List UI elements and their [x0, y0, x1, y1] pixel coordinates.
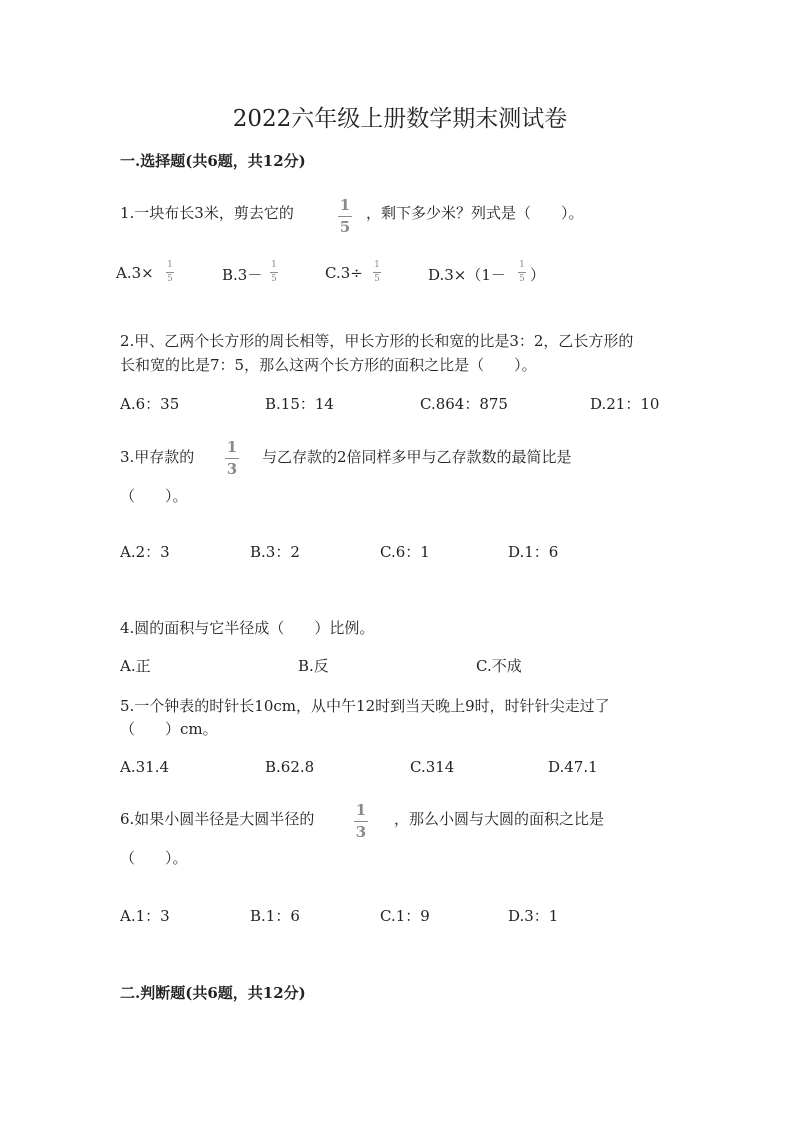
page-title: 2022六年级上册数学期末测试卷 [232, 106, 568, 132]
question-5-option-c[interactable]: C.314 [410, 758, 455, 776]
question-5-line-1: 5.一个钟表的时针长10cm，从中午12时到当天晚上9时，时针针尖走过了 [120, 697, 610, 715]
question-1-option-b[interactable] [222, 264, 262, 285]
question-1-option-d[interactable] [428, 264, 506, 285]
question-1-option-a[interactable] [116, 264, 154, 282]
fraction-denominator: 3 [226, 460, 238, 478]
question-5-option-b[interactable]: B.62.8 [265, 758, 315, 776]
question-6-option-c[interactable]: C.1：9 [380, 907, 430, 925]
fraction-numerator: 1 [355, 801, 367, 819]
question-6-option-d[interactable]: D.3：1 [508, 907, 559, 925]
question-3-line-2: （ ）。 [120, 487, 188, 505]
option-d-close-paren: ） [530, 266, 546, 284]
fraction-bar [373, 272, 381, 273]
question-3-text-start: 3.甲存款的 [120, 448, 195, 466]
question-4-text: 4.圆的面积与它半径成（ ）比例。 [120, 619, 375, 637]
fraction-denominator: 5 [374, 274, 380, 284]
question-2-line-1: 2.甲、乙两个长方形的周长相等，甲长方形的长和宽的比是3：2，乙长方形的 [120, 332, 634, 350]
question-1-text-start: 1.一块布长3米，剪去它的 [120, 204, 294, 222]
fraction-numerator: 1 [167, 260, 173, 270]
question-2-option-c[interactable]: C.864：875 [420, 395, 508, 413]
option-label: A.3× [116, 264, 154, 282]
question-6-text-end: ，那么小圆与大圆的面积之比是 [394, 810, 605, 828]
question-6-option-a[interactable]: A.1：3 [120, 907, 170, 925]
question-2-option-d[interactable]: D.21：10 [590, 395, 660, 413]
fraction-bar [225, 458, 239, 459]
question-5-option-a[interactable]: A.31.4 [120, 758, 169, 776]
question-6-fraction [354, 803, 368, 840]
fraction-bar [354, 821, 368, 822]
question-2-option-b[interactable]: B.15：14 [265, 395, 334, 413]
question-1-fraction [338, 198, 352, 235]
option-label: C.3÷ [325, 264, 363, 282]
section-heading-true-false: 二.判断题(共6题，共12分) [120, 984, 306, 1002]
option-label: D.3×（1－ [428, 266, 506, 284]
fraction-bar [518, 272, 526, 273]
question-3-fraction [225, 440, 239, 477]
question-6-option-b[interactable]: B.1：6 [250, 907, 300, 925]
question-1-option-c[interactable] [325, 264, 363, 282]
question-3-option-a[interactable]: A.2：3 [120, 543, 170, 561]
fraction-denominator: 3 [355, 823, 367, 841]
fraction-denominator: 5 [271, 274, 277, 284]
question-4-option-b[interactable]: B.反 [298, 657, 329, 675]
question-6-line-2: （ ）。 [120, 849, 188, 867]
option-c-fraction [373, 261, 381, 284]
question-3-option-b[interactable]: B.3：2 [250, 543, 300, 561]
fraction-denominator: 5 [339, 218, 351, 236]
fraction-numerator: 1 [339, 196, 351, 214]
question-5-option-d[interactable]: D.47.1 [548, 758, 598, 776]
question-3-text-end: 与乙存款的2倍同样多甲与乙存款数的最简比是 [262, 448, 572, 466]
question-1-text-end: ，剩下多少米？列式是（ ）。 [366, 204, 584, 222]
option-a-fraction [166, 261, 174, 284]
fraction-numerator: 1 [271, 260, 277, 270]
fraction-numerator: 1 [374, 260, 380, 270]
question-3-option-c[interactable]: C.6：1 [380, 543, 430, 561]
question-6-text-start: 6.如果小圆半径是大圆半径的 [120, 810, 315, 828]
option-b-fraction [270, 261, 278, 284]
option-label: B.3－ [222, 266, 263, 284]
question-5-line-2: （ ）cm。 [120, 720, 218, 738]
fraction-bar [270, 272, 278, 273]
section-heading-choice: 一.选择题(共6题，共12分) [120, 152, 306, 170]
option-d-fraction [518, 261, 526, 284]
fraction-denominator: 5 [167, 274, 173, 284]
fraction-numerator: 1 [519, 260, 525, 270]
fraction-bar [166, 272, 174, 273]
fraction-numerator: 1 [226, 438, 238, 456]
fraction-denominator: 5 [519, 274, 525, 284]
question-3-option-d[interactable]: D.1：6 [508, 543, 559, 561]
fraction-bar [338, 216, 352, 217]
question-2-option-a[interactable]: A.6：35 [120, 395, 180, 413]
question-2-line-2: 长和宽的比是7：5，那么这两个长方形的面积之比是（ ）。 [120, 356, 537, 374]
question-4-option-c[interactable]: C.不成 [476, 657, 522, 675]
question-4-option-a[interactable]: A.正 [120, 657, 151, 675]
